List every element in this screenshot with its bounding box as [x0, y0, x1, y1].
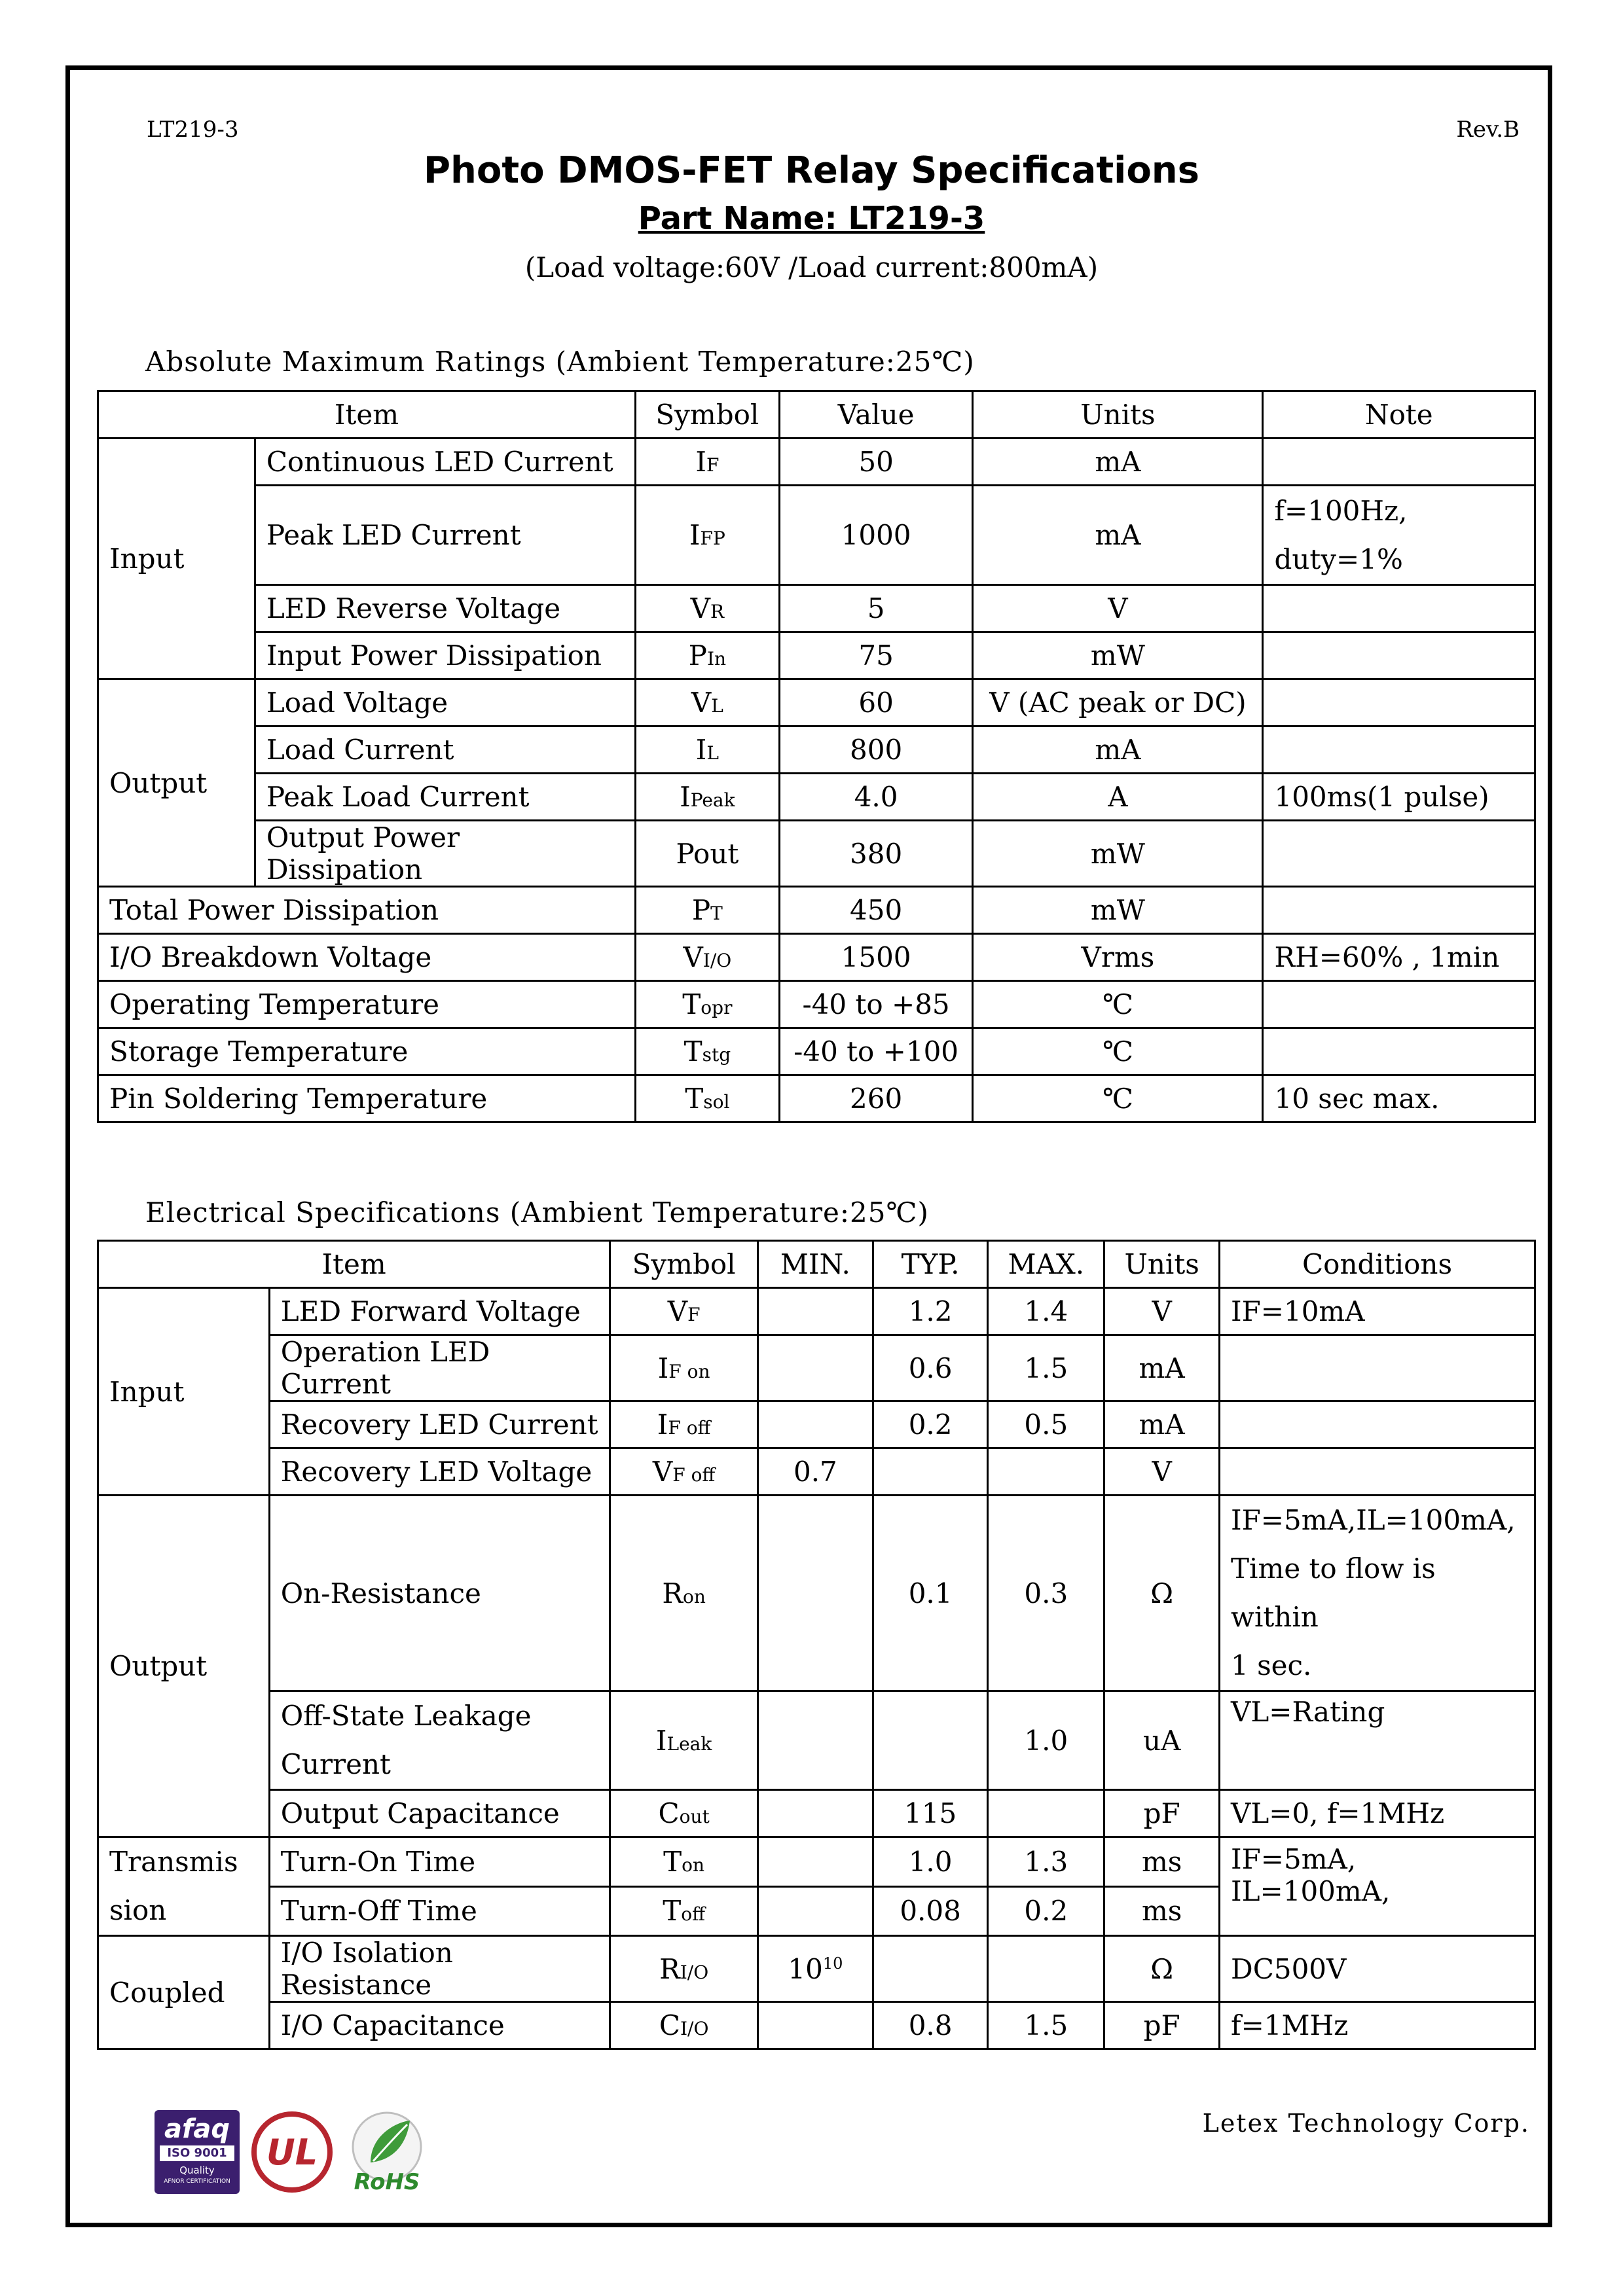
load-rating: (Load voltage:60V /Load current:800mA): [524, 251, 1099, 283]
table-row: Total Power Dissipation PT 450 mW: [98, 887, 1535, 934]
page-title: Photo DMOS-FET Relay Specifications: [424, 149, 1199, 192]
header-symbol: Symbol: [610, 1241, 758, 1288]
table-row: Peak Load Current IPeak 4.0 A 100ms(1 pulse): [98, 774, 1535, 821]
certification-logos: [155, 2109, 429, 2195]
header-symbol: Symbol: [635, 391, 779, 439]
group-transmission: Transmis sion: [98, 1837, 270, 1936]
table-row: Input Continuous LED Current IF 50 mA: [98, 439, 1535, 486]
elec-title: Electrical Specifications (Ambient Temperature:25℃): [145, 1196, 929, 1229]
header-note: Note: [1263, 391, 1535, 439]
table-row: Transmis sion Turn-On Time Ton 1.0 1.3 ms IF=5mA, IL=100mA,: [98, 1837, 1535, 1887]
header-conditions: Conditions: [1220, 1241, 1535, 1288]
table-row: Operation LED Current IF on 0.6 1.5 mA: [98, 1335, 1535, 1401]
group-output: Output: [98, 1496, 270, 1837]
afaq-iso9001-logo: afaq ISO 9001 Quality AFNOR CERTIFICATION: [155, 2110, 240, 2194]
header-max: MAX.: [988, 1241, 1104, 1288]
table-row: Load Current IL 800 mA: [98, 726, 1535, 774]
header-item: Item: [98, 391, 636, 439]
elec-table: [97, 1240, 1536, 2050]
table-row: Output Power Dissipation Pout 380 mW: [98, 821, 1535, 887]
table-row: Input LED Forward Voltage VF 1.2 1.4 V IF=10mA: [98, 1288, 1535, 1335]
table-row: Output On-Resistance Ron 0.1 0.3 Ω IF=5mA,IL=100mA, Time to flow is within 1 sec.: [98, 1496, 1535, 1691]
doc-code: LT219-3: [147, 117, 239, 143]
table-header-row: [98, 1241, 1535, 1288]
table-row: Input Power Dissipation PIn 75 mW: [98, 632, 1535, 679]
table-row: LED Reverse Voltage VR 5 V: [98, 585, 1535, 632]
table-row: Operating Temperature Topr -40 to +85 ℃: [98, 981, 1535, 1028]
group-input: Input: [98, 1288, 270, 1496]
header-typ: TYP.: [873, 1241, 988, 1288]
ul-logo: UL: [251, 2111, 333, 2193]
table-header-row: [98, 391, 1535, 439]
header-units: Units: [1104, 1241, 1220, 1288]
header-min: MIN.: [758, 1241, 873, 1288]
abs-max-table: [97, 390, 1536, 1123]
table-row: Off-State Leakage Current ILeak 1.0 uA VL=Rating: [98, 1691, 1535, 1790]
part-name: Part Name: LT219-3: [638, 200, 985, 237]
table-row: I/O Capacitance CI/O 0.8 1.5 pF f=1MHz: [98, 2002, 1535, 2049]
table-row: I/O Breakdown Voltage VI/O 1500 Vrms RH=60% , 1min: [98, 934, 1535, 981]
table-row: Turn-Off Time Toff 0.08 0.2 ms: [98, 1886, 1535, 1936]
header-item: Item: [98, 1241, 610, 1288]
abs-max-title: Absolute Maximum Ratings (Ambient Temperature:25℃): [145, 346, 975, 378]
table-row: Recovery LED Current IF off 0.2 0.5 mA: [98, 1401, 1535, 1448]
header-value: Value: [779, 391, 973, 439]
header-units: Units: [973, 391, 1263, 439]
revision: Rev.B: [1456, 117, 1520, 143]
table-row: Storage Temperature Tstg -40 to +100 ℃: [98, 1028, 1535, 1075]
group-input: Input: [98, 439, 255, 679]
table-row: Pin Soldering Temperature Tsol 260 ℃ 10 sec max.: [98, 1075, 1535, 1122]
rohs-logo: RoHS: [344, 2109, 429, 2195]
company-name: Letex Technology Corp.: [1202, 2109, 1530, 2138]
group-output: Output: [98, 679, 255, 887]
table-row: Output Capacitance Cout 115 pF VL=0, f=1MHz: [98, 1790, 1535, 1837]
table-row: Peak LED Current IFP 1000 mA f=100Hz, duty=1%: [98, 486, 1535, 585]
table-row: Output Load Voltage VL 60 V (AC peak or DC): [98, 679, 1535, 726]
table-row: Coupled I/O Isolation Resistance RI/O $10^{10}$ Ω DC500V: [98, 1936, 1535, 2002]
table-row: Recovery LED Voltage VF off 0.7 V: [98, 1448, 1535, 1496]
group-coupled: Coupled: [98, 1936, 270, 2049]
